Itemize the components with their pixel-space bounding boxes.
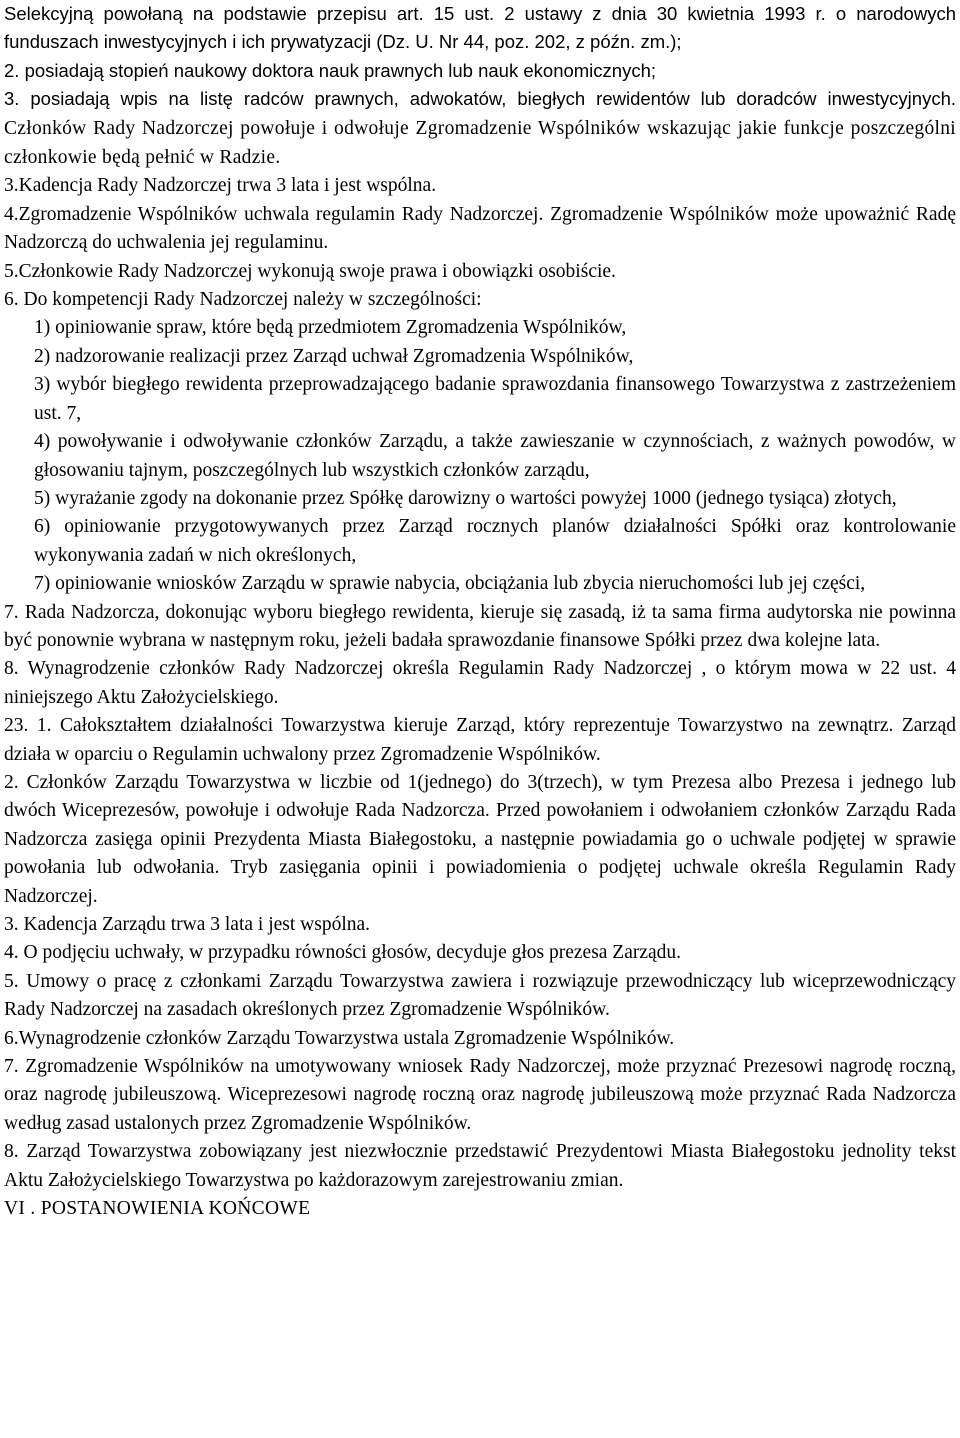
document-page bbox=[4, 0, 956, 1223]
list-item-3-registry bbox=[4, 85, 956, 172]
list-item-2-doctorate: 2. posiadają stopień naukowy doktora nauk prawnych lub nauk ekonomicznych; bbox=[4, 59, 657, 81]
paragraph-6-competences: 6. Do kompetencji Rady Nadzorczej należy w szczególności: bbox=[4, 289, 482, 311]
paragraph-3-term: 3.Kadencja Rady Nadzorczej trwa 3 lata i jest wspólna. bbox=[4, 175, 437, 197]
competence-item-5: 5) wyrażanie zgody na dokonanie przez Spółkę darowizny o wartości powyżej 1000 (jednego tysiąca) złotych, bbox=[34, 487, 897, 509]
competence-item-3: 3) wybór biegłego rewidenta przeprowadzającego badanie sprawozdania finansowego Towarzystwa z zastrzeżeniem ust. 7, bbox=[34, 374, 956, 424]
section-23-paragraph-1: 23. 1. Całokształtem działalności Towarzystwa kieruje Zarząd, który reprezentuje Towarzystwo na zewnątrz. Zarząd działa w oparciu o Regulamin uchwalony przez Zgromadzenie Wspólników. bbox=[4, 715, 956, 765]
competence-item-1: 1) opiniowanie spraw, które będą przedmiotem Zgromadzenia Wspólników, bbox=[34, 317, 627, 339]
section-heading-final-provisions: VI . POSTANOWIENIA KOŃCOWE bbox=[4, 1198, 311, 1220]
competence-item-2: 2) nadzorowanie realizacji przez Zarząd uchwał Zgromadzenia Wspólników, bbox=[34, 345, 634, 367]
paragraph-8-remuneration: 8. Wynagrodzenie członków Rady Nadzorczej określa Regulamin Rady Nadzorczej , o którym mowa w 22 ust. 4 niniejszego Aktu Założycielskiego. bbox=[4, 658, 956, 708]
competence-item-7: 7) opiniowanie wniosków Zarządu w sprawie nabycia, obciążania lub zbycia nieruchomości lub jej części, bbox=[34, 573, 866, 595]
section-23-paragraph-6: 6.Wynagrodzenie członków Zarządu Towarzystwa ustala Zgromadzenie Wspólników. bbox=[4, 1027, 675, 1049]
section-23-paragraph-8: 8. Zarząd Towarzystwa zobowiązany jest niezwłocznie przedstawić Prezydentowi Miasta Białegostoku jednolity tekst Aktu Założycielskiego Towarzystwa po każdorazowym zarejestrowaniu zmian. bbox=[4, 1141, 956, 1191]
section-23-paragraph-4: 4. O podjęciu uchwały, w przypadku równości głosów, decyduje głos prezesa Zarządu. bbox=[4, 942, 682, 964]
section-23-paragraph-3: 3. Kadencja Zarządu trwa 3 lata i jest wspólna. bbox=[4, 914, 371, 935]
list-item-3-text: 3. posiadają wpis na listę radców prawnych, adwokatów, biegłych rewidentów lub doradców inwestycyjnych. bbox=[4, 88, 956, 110]
competence-item-4: 4) powoływanie i odwoływanie członków Zarządu, a także zawieszanie w czynnościach, z ważnych powodów, w głosowaniu tajnym, poszczególnych lub wszystkich członków zarządu, bbox=[34, 431, 956, 481]
paragraph-5-duties: 5.Członkowie Rady Nadzorczej wykonują swoje prawa i obowiązki osobiście. bbox=[4, 260, 616, 282]
section-23-paragraph-7: 7. Zgromadzenie Wspólników na umotywowany wniosek Rady Nadzorczej, może przyznać Prezesowi nagrodę roczną, oraz nagrodę jubileuszową. Wiceprezesowi nagrodę roczną oraz nagrodę jubileuszową może przyznać Rada Nadzorcza według zasad ustalonych przez Zgromadzenie Wspólników. bbox=[4, 1056, 956, 1134]
section-23-paragraph-2: 2. Członków Zarządu Towarzystwa w liczbie od 1(jednego) do 3(trzech), w tym Prezesa albo Prezesa i jednego lub dwóch Wiceprezesów, powołuje i odwołuje Rada Nadzorcza. Przed powołaniem i odwołaniem członków Zarządu Rada Nadzorcza zasięga opinii Prezydenta Miasta Białegostoku, a następnie powiadamia go o uchwale podjętej w sprawie powołania lub odwołania. Tryb zasięgania opinii i powiadomienia o podjętej uchwale określa Regulamin Rady Nadzorczej. bbox=[4, 771, 956, 907]
board-appointment-text: Członków Rady Nadzorczej powołuje i odwołuje Zgromadzenie Wspólników wskazując jakie funkcje poszczególni członkowie będą pełnić w Radzie. bbox=[4, 117, 956, 169]
paragraph-7-auditor: 7. Rada Nadzorcza, dokonując wyboru biegłego rewidenta, kieruje się zasadą, iż ta sama firma audytorska nie powinna być ponownie wybrana w następnym roku, jeżeli badała sprawozdanie finansowe Spółki przez dwa kolejne lata. bbox=[4, 601, 956, 651]
section-23-paragraph-5: 5. Umowy o pracę z członkami Zarządu Towarzystwa zawiera i rozwiązuje przewodniczący lub wiceprzewodniczący Rady Nadzorczej na zasadach określonych przez Zgromadzenie Wspólników. bbox=[4, 970, 956, 1021]
competence-item-6: 6) opiniowanie przygotowywanych przez Zarząd rocznych planów działalności Spółki oraz kontrolowanie wykonywania zadań w nich określonych, bbox=[34, 516, 956, 566]
paragraph-selekcyjna: Selekcyjną powołaną na podstawie przepisu art. 15 ust. 2 ustawy z dnia 30 kwietnia 1993 r. o narodowych funduszach inwestycyjnych i ich prywatyzacji (Dz. U. Nr 44, poz. 202, z późn. zm.); bbox=[4, 3, 956, 53]
paragraph-4-rules: 4.Zgromadzenie Wspólników uchwala regulamin Rady Nadzorczej. Zgromadzenie Wspólników może upoważnić Radę Nadzorczą do uchwalenia jej regulaminu. bbox=[4, 203, 956, 254]
